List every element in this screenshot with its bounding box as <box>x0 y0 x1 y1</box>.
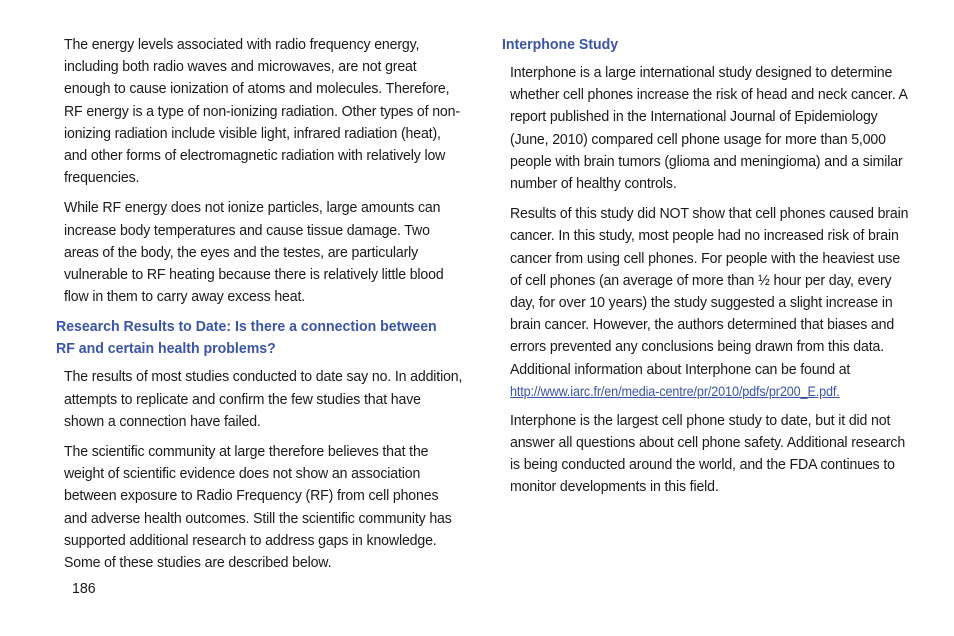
interphone-intro-paragraph: Interphone is a large international study designed to determine whether cell phones increase the risk of head and neck cancer. A report published in the International Journal of Epidemiology (June, 2010) compared cell phone usage for more than 5,000 people with brain tumors (glioma and meningioma) and a similar number of healthy controls. <box>510 64 908 193</box>
interphone-conclusion-paragraph: Interphone is the largest cell phone study to date, but it did not answer all questions about cell phone safety. Additional research is being conducted around the world, and the FDA continues to monitor developments in this field. <box>510 411 906 496</box>
rf-energy-paragraph: The energy levels associated with radio frequency energy, including both radio waves and microwaves, are not great enough to cause ionization of atoms and molecules. Therefore, RF energy is a type of non-ionizing radiation. Other types of non-ionizing radiation include visible light, infrared radiation (heat), and other forms of electromagnetic radiation with relatively low frequencies. <box>64 36 460 187</box>
studies-results-paragraph: The results of most studies conducted to date say no. In addition, attempts to replicate and confirm the few studies that have shown a connection have failed. <box>64 368 463 430</box>
page-number: 186 <box>72 580 96 597</box>
interphone-results-paragraph <box>510 203 912 402</box>
right-column <box>502 34 914 507</box>
interphone-study-heading: Interphone Study <box>502 36 619 53</box>
interphone-results-text: Results of this study did NOT show that cell phones caused brain cancer. In this study, most people had no increased risk of brain cancer from using cell phones. For people with the heaviest use of cell phones (an average of more than ½ hour per day, every day, for over 10 years) the study suggested a slight increase in brain cancer. However, the authors determined that biases and errors prevented any conclusions being drawn from this data. Additional information about Interphone can be found at <box>510 205 909 378</box>
research-results-heading: Research Results to Date: Is there a connection between RF and certain health problems? <box>56 318 437 358</box>
left-column <box>56 34 466 582</box>
iarc-pdf-link[interactable]: http://www.iarc.fr/en/media-centre/pr/2010/pdfs/pr200_E.pdf. <box>510 383 840 399</box>
scientific-community-paragraph: The scientific community at large therefore believes that the weight of scientific evidence does not show an association between exposure to Radio Frequency (RF) from cell phones and adverse health outcomes. Still the scientific community has supported additional research to address gaps in knowledge. Some of these studies are described below. <box>64 443 452 572</box>
rf-heating-paragraph: While RF energy does not ionize particles, large amounts can increase body temperatures and cause tissue damage. Two areas of the body, the eyes and the testes, are particularly vulnerable to RF heating because there is relatively little blood flow in them to carry away excess heat. <box>64 199 444 306</box>
